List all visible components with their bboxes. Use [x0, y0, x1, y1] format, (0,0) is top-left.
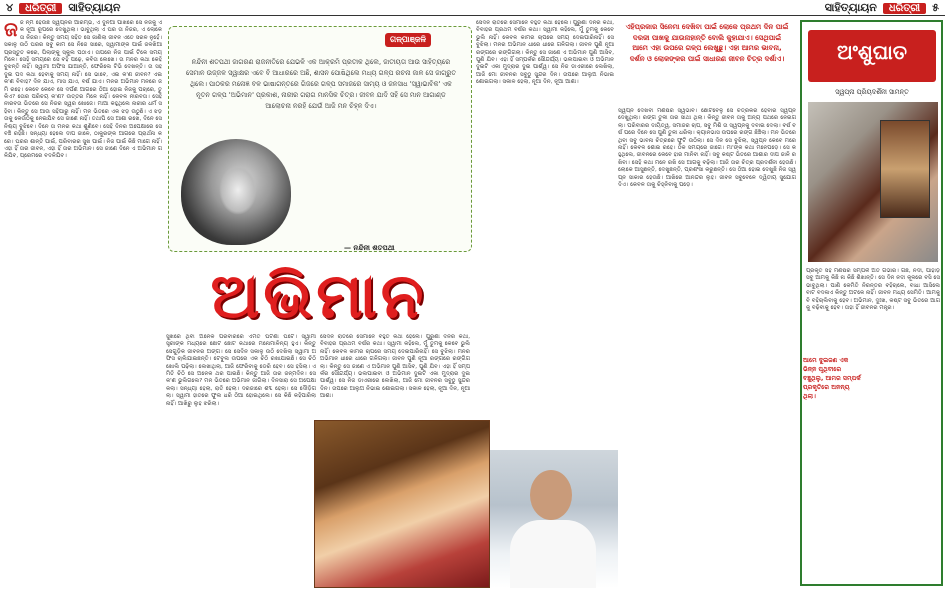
article-column-2: [166, 334, 316, 586]
drop-cap: ଜ: [4, 20, 18, 41]
column-text: ସେଦିନ ରାତିରେ ସେମାନେ ବହୁତ କଥା ହେଲେ। ପୁରୁଣା ଦିନର କଥା, ବିବାହର ପ୍ରଥମ ବର୍ଷର କଥା। ସ୍ୱାମୀ କହିଲେ, ମୁଁ ତୁମକୁ କେବେ ଭୁଲି ନାହିଁ। କେବଳ କାମର ଚାପରେ ସମୟ ଦେଇପାରିନାହିଁ। ସେ ବୁଝିଲା। ମନର ଅଭିମାନ ଧୀରେ ଧୀରେ ଗଳିଗଲା। ଜୀବନ ପୁଣି ନୂଆ ରଙ୍ଗରେ ରଙ୍ଗିଗଲା। କିନ୍ତୁ ସେ ଜାଣେ ଏ ଅଭିମାନ ପୁଣି ଆସିବ, ପୁଣି ଯିବ। ଏହା ହିଁ ସମ୍ପର୍କର ସୌନ୍ଦର୍ଯ୍ୟ। ଭଲପାଇବା ଓ ଅଭିମାନ ଦୁଇଟି ଏକା ମୁଦ୍ରାର ଦୁଇ ପାର୍ଶ୍ୱ। ସେ ନିଜ ଡାଏରୀରେ ଲେଖିଲା, ଆଜି ମୋ ଜୀବନର ସବୁଠୁ ସୁନ୍ଦର ଦିନ। ତାପରେ ଆଲୁଅ ନିଭାଇ ଶୋଇଗଲା। ସକାଳ ହେଲା, ନୂଆ ଦିନ, ନୂଆ ଆଶା।: [476, 20, 614, 86]
painter-photo: [808, 102, 938, 262]
feature-column: [806, 268, 940, 582]
feature-title: ଅଂଶୁଘାତ: [836, 40, 908, 64]
story-byline: — ନନ୍ଦିନୀ ଶତପଥୀ: [344, 244, 395, 252]
story-badge: ଗଳ୍ପାଞ୍ଜଳି: [385, 33, 431, 47]
column-text: ମା'ଙ୍କ କଥା ମନେପଡ଼େ। ସେ କହୁଥିଲେ, ଜୀବନରେ କେବେ ହାର ମାନିବା ନାହିଁ। ସବୁ କଷ୍ଟ ଭିତରେ ଆଶାର ଦୀପ ଜାଳି ରଖିବା। ସେହି କଥା ମନେ ରଖି ସେ ଆଗକୁ ବଢ଼ିଲା। ଆଜି ତାର ଚିତ୍ର ପ୍ରଦର୍ଶନୀ ହେଉଛି। ଲୋକେ ଆସୁଛନ୍ତି, ଦେଖୁଛନ୍ତି, ପ୍ରଶଂସା କରୁଛନ୍ତି। ସେ ଠିଆ ହୋଇ ଦେଖୁଛି ନିଜ ସ୍ୱପ୍ନ ସାକାର ହେଉଛି। ଆଖିରେ ଆନନ୍ଦର ଲୁହ। ଜୀବନ ସବୁବେଳେ ଦ୍ୱିତୀୟ ସୁଯୋଗ ଦିଏ। କେବଳ ତାକୁ ଚିହ୍ନିବାକୁ ପଡ଼େ।: [618, 145, 796, 189]
page-number-left: ୪: [6, 1, 14, 14]
page-number-right: ୫: [932, 1, 939, 14]
header-left: [0, 0, 472, 16]
page-header: [0, 0, 945, 16]
brand-badge-left: ଧରିତ୍ରୀ: [19, 3, 62, 14]
article-column-3: [320, 334, 470, 418]
header-right: [472, 0, 945, 16]
section-name-right: ସାହିତ୍ୟାୟନ: [824, 1, 877, 14]
column-text: ଜ ନ୍ମ ହେଉଛି ସ୍ୱପ୍ନର ଆରମ୍ଭ, ଏ ଦୁନିଆ ପାଖରେ ସେ ନିଜକୁ ଏକ ନୂଆ ରୂପରେ ଦେଖୁଥିଲା। ଭାବୁଥିଲା ଏ ଘର ତା ନିଜର, ଏ ଲୋକେ ତା ନିଜର। କିନ୍ତୁ ସମୟ ସହିତ ସେ ଜାଣିଲା ଜୀବନ ଏତେ ସରଳ ନୁହେଁ। ସକାଳୁ ଉଠି ଘରର ସବୁ କାମ ସେ ନିଜେ ସାରେ, ସ୍ୱାମୀଙ୍କ ପାଇଁ ଜଳଖିଆ ପ୍ରସ୍ତୁତ କରେ, ପିଲାଙ୍କୁ ସ୍କୁଲ ପଠାଏ। ତାପରେ ନିଜ ପାଇଁ ଟିକେ ସମୟ ମିଳେ। ସେହି ସମୟରେ ସେ ବହି ପଢ଼େ, କବିତା ଲେଖେ। ତା ମନର କଥା କେହି ବୁଝନ୍ତି ନାହିଁ। ସ୍ୱାମୀ ଅଫିସ ଯାଆନ୍ତି, ଫେରିଲେ ଟିଭି ଦେଖନ୍ତି। ତା ସହ ଦୁଇ ପଦ କଥା ହେବାକୁ ସମୟ ନାହିଁ। ସେ ଭାବେ, ଏଇ କ'ଣ ଜୀବନ? ଏଇ କ'ଣ ବିବାହ? ଦିନ ଯାଏ, ମାସ ଯାଏ, ବର୍ଷ ଯାଏ। ମନର ଅଭିମାନ ମନରେ ଜମି ରହେ। କେବେ କେବେ ସେ ଦର୍ପଣ ଆଗରେ ଠିଆ ହୋଇ ନିଜକୁ ପଚାରେ, ତୁ କିଏ? ତୋର ପରିଚୟ କ'ଣ? ଉତ୍ତର ମିଳେ ନାହିଁ। କେବଳ ନୀରବତା। ସେହି ନୀରବତା ଭିତରେ ସେ ନିଜର ସ୍ୱର ଖୋଜେ। ମାଆ କହୁଥିଲେ ନାରୀର ଧର୍ମ ସହିବା। କିନ୍ତୁ ସେ ଆଉ ସହିପାରୁ ନାହିଁ। ମନ ଭିତରେ ଏକ ଝଡ଼ ଉଠୁଛି। ଏ ଝଡ଼ ତାକୁ କେଉଁଠିକୁ ନେଇଯିବ ସେ ଜାଣେ ନାହିଁ। ତଥାପି ସେ ଆଶା ରଖେ, ଦିନେ ସେ ନିଶ୍ଚୟ ବୁଝିବେ। ଦିନେ ତା ମନର କଥା ଶୁଣିବେ। ସେହି ଦିନର ଅପେକ୍ଷାରେ ସେ ବଞ୍ଚି ରହିଛି। ସନ୍ଧ୍ୟା ହେଲେ ଦୀପ ଜାଳେ, ଠାକୁରଙ୍କ ଆଗରେ ପ୍ରାର୍ଥନା କରେ। ଘରର ଶାନ୍ତି ପାଇଁ, ପରିବାରର ସୁଖ ପାଇଁ। ନିଜ ପାଇଁ କିଛି ମାଗେ ନାହିଁ। ଏହା ହିଁ ତାର ଜୀବନ, ଏହା ହିଁ ତାର ଅଭିମାନ। ସେ ଜାଣେ ଦିନେ ଏ ଅଭିମାନ ଗଳିଯିବ, ପ୍ରେମରେ ବଦଳିଯିବ।: [4, 20, 162, 160]
author-portrait: [181, 139, 291, 245]
feature-teaser: ଏହିପ୍ରକାର ସିନେମା ଦେଖିବା ପାଇଁ ଲୋକେ ପ୍ରଥମ ଦିନ ପାଇଁ ଦରଜୀ ପାଖକୁ ଯାଉନାହାନ୍ତି ବୋଲି କୁହାଯାଏ। ସେଥିପାଇଁ ଆମେ ଏହା ଉପରେ ଗଳ୍ପ ଲେଖୁଛୁ। ଏହା ଆମର ଭାବନା, ଦର୍ଶନ ଓ ଲୋକଙ୍କର ପାଇଁ ସାଧାରଣ ଜୀବନ ଚିତ୍ର ଦର୍ଶାଏ।: [618, 20, 796, 106]
feature-title-bar: [808, 30, 936, 82]
woman-mirror-photo: [314, 420, 490, 588]
section-name-left: ସାହିତ୍ୟାୟନ: [68, 1, 121, 14]
column-text: ସେଦିନ ରାତିରେ ସେମାନେ ବହୁତ କଥା ହେଲେ। ପୁରୁଣା ଦିନର କଥା, ବିବାହର ପ୍ରଥମ ବର୍ଷର କଥା। ସ୍ୱାମୀ କହିଲେ, ମୁଁ ତୁମକୁ କେବେ ଭୁଲି ନାହିଁ। କେବଳ କାମର ଚାପରେ ସମୟ ଦେଇପାରିନାହିଁ। ସେ ବୁଝିଲା। ମନର ଅଭିମାନ ଧୀରେ ଧୀରେ ଗଳିଗଲା। ଜୀବନ ପୁଣି ନୂଆ ରଙ୍ଗରେ ରଙ୍ଗିଗଲା। କିନ୍ତୁ ସେ ଜାଣେ ଏ ଅଭିମାନ ପୁଣି ଆସିବ, ପୁଣି ଯିବ। ଏହା ହିଁ ସମ୍ପର୍କର ସୌନ୍ଦର୍ଯ୍ୟ। ଭଲପାଇବା ଓ ଅଭିମାନ ଦୁଇଟି ଏକା ମୁଦ୍ରାର ଦୁଇ ପାର୍ଶ୍ୱ। ସେ ନିଜ ଡାଏରୀରେ ଲେଖିଲା, ଆଜି ମୋ ଜୀବନର ସବୁଠୁ ସୁନ୍ଦର ଦିନ। ତାପରେ ଆଲୁଅ ନିଭାଇ ଶୋଇଗଲା। ସକାଳ ହେଲା, ନୂଆ ଦିନ, ନୂଆ ଆଶା।: [320, 334, 470, 400]
article-column-4: [476, 20, 614, 446]
man-photo: [490, 450, 618, 588]
pull-quote: ଆମେ ଦୁଇଜଣ ଏକ ଭିନ୍ନ ପୃଥିବୀରେ ବଞ୍ଚୁଥିଲୁ, ଆମର ସମ୍ପର୍କ ପ୍ରକୃତିରେ ଅନନ୍ୟ ଥିଲା।: [803, 357, 861, 400]
article-column-1: [4, 20, 162, 586]
story-intro-box: [168, 26, 472, 252]
column-text: ସୁଖରେ ଥିବା ଅନେକ ପରିବାରରେ ଏମିତି ଘଟଣା ଘଟେ। ସ୍ୱାମୀ ସ୍ତ୍ରୀଙ୍କ ମଧ୍ୟରେ ଛୋଟ ଛୋଟ କଥାରେ ମନୋମାଳିନ୍ୟ ହୁଏ। କିନ୍ତୁ ସେଗୁଡ଼ିକ ଜୀବନର ଅଙ୍ଗ। ସେ ସେଦିନ ସକାଳୁ ଉଠି ଦେଖିଲା ସ୍ୱାମୀ ଅଫିସ ଚାଲିଯାଇଛନ୍ତି। ଟେବୁଲ ଉପରେ ଏକ ଚିଠି ରଖାଯାଇଛି। ସେ ଚିଠି ଖୋଲି ପଢ଼ିଲା। ଲେଖାଥିଲା, ଆଜି ଫେରିବାକୁ ଡେରି ହେବ। ସେ ହସିଲା। ଏମିତି ଚିଠି ସେ ଅନେକ ଥର ପାଇଛି। କିନ୍ତୁ ଆଜି ତାର ଜନ୍ମଦିନ। ସେ କ'ଣ ଭୁଲିଗଲେ? ମନ ଭିତରେ ଅଭିମାନ ଜାଗିଲା। ଦିନସାରା ସେ ଅପେକ୍ଷା କଲା। ସନ୍ଧ୍ୟା ହେଲା, ରାତି ହେଲା। ଦରଜାରେ ଶବ୍ଦ ହେଲା। ସେ ଦୌଡ଼ିଗଲା। ସ୍ୱାମୀ ହାତରେ ଫୁଲ ଧରି ଠିଆ ହୋଇଥିଲେ। ସେ କିଛି କହିପାରିଲା ନାହିଁ। ଆଖିରୁ ଲୁହ ଝରିଲା।: [166, 334, 316, 407]
brand-badge-right: ଧରିତ୍ରୀ: [883, 3, 926, 14]
column-text: ସ୍ୱପ୍ନ ଦେଖିବା ମଣିଷର ସ୍ୱଭାବ। ଛୋଟବେଳୁ ସେ ଚିତ୍ରକର ହେବାର ସ୍ୱପ୍ନ ଦେଖୁଥିଲା। ରଙ୍ଗ ତୁଳୀ ତାର ସାଥୀ ଥିଲା। କିନ୍ତୁ ଜୀବନ ତାକୁ ଅନ୍ୟ ପଥରେ ନେଇଗଲା। ପରିବାରର ଦାୟିତ୍ୱ, ସମାଜର ଚାପ, ସବୁ ମିଶି ତା ସ୍ୱପ୍ନକୁ ଦବାଇ ଦେଲା। ବର୍ଷ ବର୍ଷ ପରେ ଦିନେ ସେ ପୁଣି ତୁଳୀ ଧରିଲା। କ୍ୟାନଭାସ ଉପରେ ରଙ୍ଗ ଛିଞ୍ଚିଲା। ମନ ଭିତରେ ଥିବା ସବୁ ଭାବନା ଚିତ୍ରରେ ଫୁଟି ଉଠିଲା। ସେ ଦିନ ସେ ବୁଝିଲା, ସ୍ୱପ୍ନ କେବେ ମରେ ନାହିଁ। କେବଳ ଶୋଇ ରହେ। ଠିକ ସମୟରେ ଜାଗେ।: [618, 108, 796, 152]
article-column-5: [618, 108, 796, 586]
story-title: ଅଭିମାନ: [210, 259, 428, 332]
column-text: ପ୍ରକୃତି ସହ ମଣିଷର ସମ୍ପର୍କ ଅତି ଗଭୀର। ଗଛ, ନଦୀ, ପାହାଡ଼ ସବୁ ଆମକୁ କିଛି ନା କିଛି ଶିଖାନ୍ତି। ସେ ଦିନ ନଦୀ କୂଳରେ ବସି ସେ ଭାବୁଥିଲା। ପାଣି କେମିତି ନିରନ୍ତର ବହିଚାଲେ, ବାଧା ଆସିଲେ ବାଟ ବଦଳାଏ କିନ୍ତୁ ଅଟକେ ନାହିଁ। ଜୀବନ ମଧ୍ୟ ସେମିତି। ଆମକୁ ବି ବହିଚାଲିବାକୁ ହେବ। ଅଭିମାନ, ଦୁଃଖ, କଷ୍ଟ ସବୁ ଭିତରେ ଆଗକୁ ବଢ଼ିବାକୁ ହେବ। ତାହା ହିଁ ଜୀବନର ମନ୍ତ୍ର।: [806, 268, 940, 312]
feature-author: ସ୍ୱପ୍ନା ପ୍ରିୟଦର୍ଶିନୀ ସାମନ୍ତ: [835, 88, 909, 96]
feature-box: [800, 20, 943, 586]
story-intro: ନନ୍ଦିନୀ ଶତପଥୀ ଜାଗରଣ ରାଜନୀତିରେ ଯେଭଳି ଏକ ଆକ୍ରମି ପ୍ରତୀକ ଥିଲେ, ଜାତୀୟତା ଆଉ ସାହିତ୍ୟରେ ସେମାନ ଉଜ୍ଜଳ ସ୍ୱାକ୍ଷର ଏବେ ବି ଆଧାରରେ ଅଛି, ଶାସନ ପୋଷିଥିଲେ ମଧ୍ୟ ଗଳ୍ପ ରଚନା ଜାଳ ସେ ଜାଗ୍ରୁତ ଥିଲେ। ପାଠକର ମନୋଜ୍ଞ ବଳ ଭାଷାଗନ୍ତରେ ଗିଜରେ ଗଳ୍ପ ସମାଜରେ ସାମ୍ୟ ଓ ଜନସାଧ 'ସ୍ୱାଭାବିକ' ଏକ ନୂତନ ଗଳ୍ପ 'ଅଭିମାନ' ପ୍ରକାଶ, ନାରୀର ଗରାଗ ମାନସିକ ଚିତ୍ର। ଜୀବନ ଯାଦି ସହି ସେ ମାନ ଆଗାଣ୍ଡ ଆଲୋଚନା ନରହି ଯେଉଁ ଆଜି ମନ ଚିହ୍ନ ଦିଏ।: [185, 58, 457, 110]
